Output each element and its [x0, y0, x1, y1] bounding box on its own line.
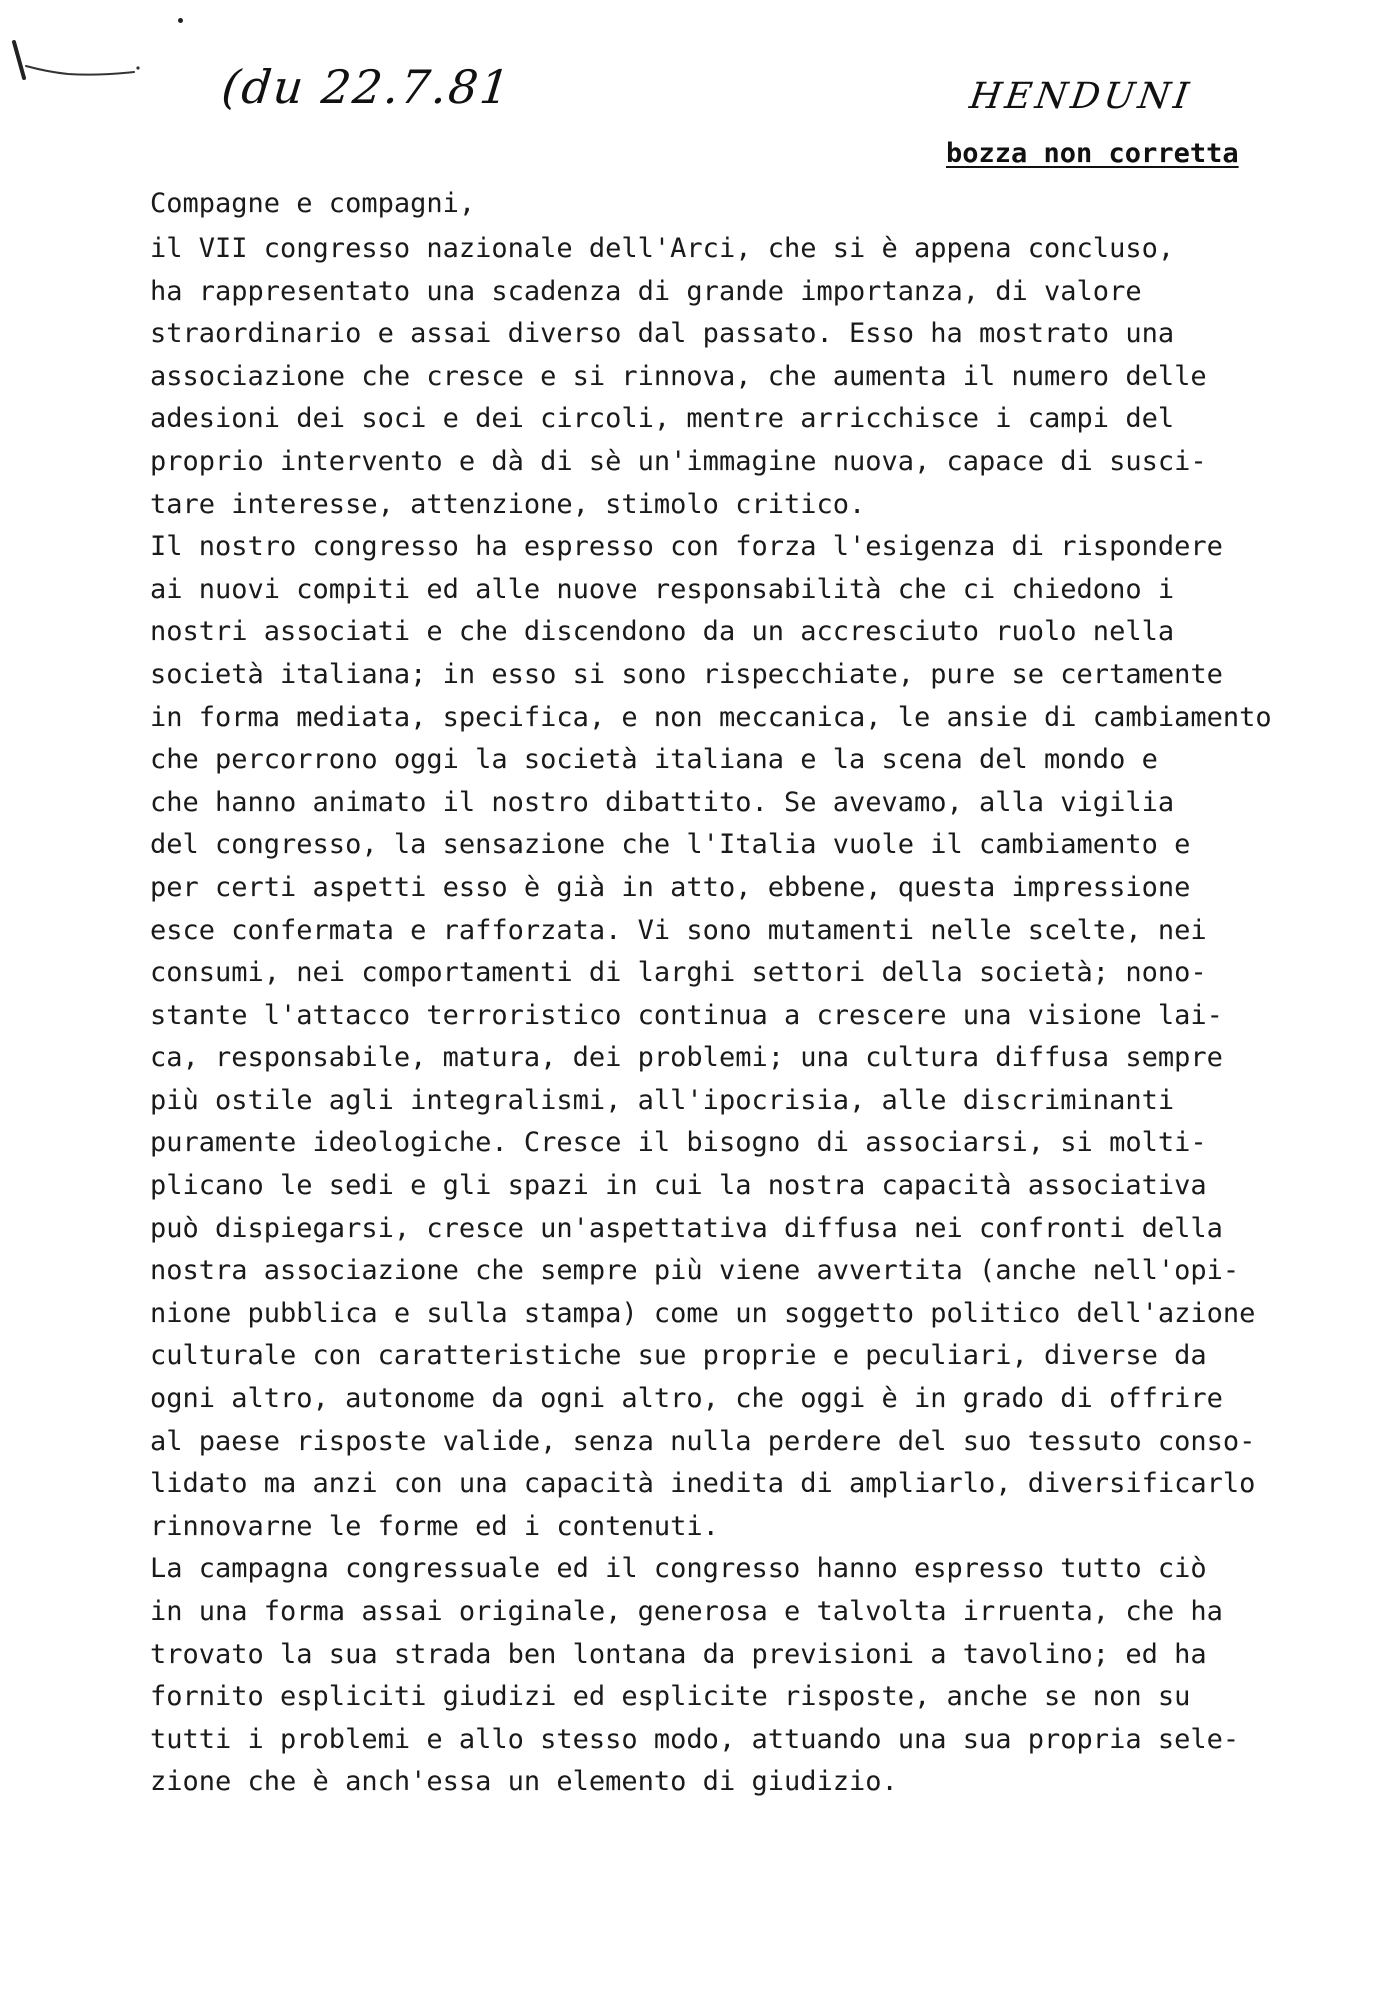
- text-line: che percorrono oggi la società italiana e la scena del mondo e: [150, 744, 1158, 776]
- text-line: ai nuovi compiti ed alle nuove responsabilità che ci chiedono i: [150, 573, 1175, 605]
- paragraph-3: [150, 1548, 1330, 1804]
- salutation: Compagne e compagni,: [150, 188, 476, 219]
- text-line: esce confermata e rafforzata. Vi sono mutamenti nelle scelte, nei: [150, 914, 1207, 946]
- text-line: in forma mediata, specifica, e non meccanica, le ansie di cambiamento: [150, 701, 1272, 733]
- text-line: del congresso, la sensazione che l'Italia vuole il cambiamento e: [150, 829, 1191, 861]
- text-line: che hanno animato il nostro dibattito. Se avevamo, alla vigilia: [150, 786, 1175, 818]
- text-line: Il nostro congresso ha espresso con forza l'esigenza di rispondere: [150, 531, 1223, 563]
- text-line: tare interesse, attenzione, stimolo critico.: [150, 488, 866, 520]
- ink-dot: [178, 18, 183, 23]
- text-line: consumi, nei comportamenti di larghi settori della società; nono-: [150, 957, 1207, 989]
- text-line: tutti i problemi e allo stesso modo, attuando una sua propria sele-: [150, 1723, 1240, 1755]
- text-line: ogni altro, autonome da ogni altro, che oggi è in grado di offrire: [150, 1383, 1223, 1415]
- text-line: al paese risposte valide, senza nulla perdere del suo tessuto conso-: [150, 1425, 1256, 1457]
- paragraph-1: [150, 228, 1330, 526]
- text-line: trovato la sua strada ben lontana da previsioni a tavolino; ed ha: [150, 1638, 1207, 1670]
- text-line: adesioni dei soci e dei circoli, mentre arricchisce i campi del: [150, 403, 1175, 435]
- text-line: per certi aspetti esso è già in atto, ebbene, questa impressione: [150, 871, 1191, 903]
- text-line: può dispiegarsi, cresce un'aspettativa diffusa nei confronti della: [150, 1212, 1223, 1244]
- text-line: lidato ma anzi con una capacità inedita di ampliarlo, diversificarlo: [150, 1468, 1256, 1500]
- text-line: puramente ideologiche. Cresce il bisogno di associarsi, si molti-: [150, 1127, 1207, 1159]
- text-line: nostra associazione che sempre più viene avvertita (anche nell'opi-: [150, 1255, 1240, 1287]
- text-line: straordinario e assai diverso dal passato. Esso ha mostrato una: [150, 318, 1175, 350]
- text-line: in una forma assai originale, generosa e talvolta irruenta, che ha: [150, 1596, 1223, 1627]
- text-line: ha rappresentato una scadenza di grande importanza, di valore: [150, 275, 1142, 307]
- text-line: associazione che cresce e si rinnova, che aumenta il numero delle: [150, 360, 1207, 392]
- text-line: rinnovarne le forme ed i contenuti.: [150, 1510, 719, 1542]
- text-line: culturale con caratteristiche sue proprie e peculiari, diverse da: [150, 1340, 1207, 1372]
- body-text: [150, 228, 1330, 1804]
- paragraph-2: [150, 526, 1330, 1548]
- text-line: società italiana; in esso si sono rispecchiate, pure se certamente: [150, 658, 1223, 690]
- draft-label: bozza non corretta: [946, 138, 1239, 169]
- text-line: più ostile agli integralismi, all'ipocrisia, alle discriminanti: [150, 1084, 1175, 1116]
- text-line: plicano le sedi e gli spazi in cui la nostra capacità associativa: [150, 1170, 1207, 1202]
- text-line: stante l'attacco terroristico continua a crescere una visione lai-: [150, 999, 1223, 1031]
- text-line: il VII congresso nazionale dell'Arci, che si è appena concluso,: [150, 233, 1175, 264]
- handwritten-name: HENDUNI: [967, 76, 1195, 117]
- text-line: nostri associati e che discendono da un accresciuto ruolo nella: [150, 616, 1175, 648]
- text-line: La campagna congressuale ed il congresso hanno espresso tutto ciò: [150, 1553, 1207, 1585]
- handwritten-date: (du 22.7.81: [219, 60, 515, 114]
- text-line: fornito espliciti giudizi ed esplicite risposte, anche se non su: [150, 1681, 1191, 1713]
- text-line: proprio intervento e dà di sè un'immagine nuova, capace di susci-: [150, 445, 1207, 477]
- text-line: ca, responsabile, matura, dei problemi; una cultura diffusa sempre: [150, 1042, 1223, 1074]
- handwritten-mark-icon: [8, 38, 148, 88]
- text-line: zione che è anch'essa un elemento di giudizio.: [150, 1766, 898, 1798]
- text-line: nione pubblica e sulla stampa) come un soggetto politico dell'azione: [150, 1297, 1256, 1329]
